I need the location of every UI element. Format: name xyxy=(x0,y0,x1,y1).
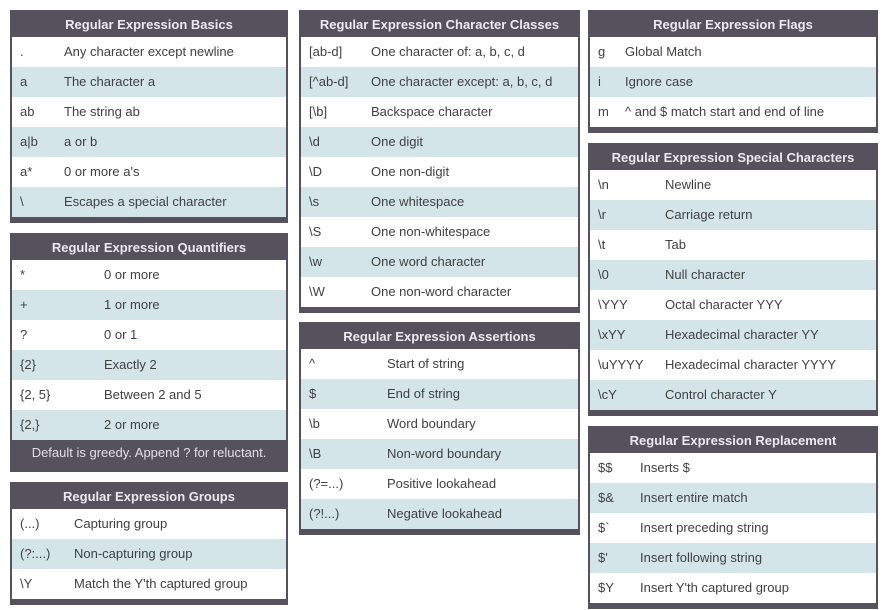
regex-code: \D xyxy=(309,164,322,179)
table-quantifiers-rows xyxy=(12,260,286,440)
regex-code: $ xyxy=(309,386,317,401)
regex-code: i xyxy=(598,74,601,89)
table-character-classes-title: Regular Expression Character Classes xyxy=(301,12,578,37)
table-character-classes-rows xyxy=(301,37,578,307)
table-row xyxy=(590,170,876,200)
table-row xyxy=(12,37,286,67)
regex-description: Insert following string xyxy=(640,550,763,565)
table-basics-title: Regular Expression Basics xyxy=(12,12,286,37)
regex-code: \YYY xyxy=(598,297,628,312)
regex-description: Exactly 2 xyxy=(104,357,157,372)
regex-code: $' xyxy=(598,550,608,565)
table-row xyxy=(301,469,578,499)
regex-code: \xYY xyxy=(598,327,626,342)
regex-description: Word boundary xyxy=(387,416,476,431)
regex-code: \s xyxy=(309,194,320,209)
table-row xyxy=(301,409,578,439)
regex-description: One non-whitespace xyxy=(371,224,491,239)
table-row xyxy=(301,349,578,379)
regex-description: Capturing group xyxy=(74,516,168,531)
regex-code: (?=...) xyxy=(309,476,344,491)
regex-code: \0 xyxy=(598,267,609,282)
regex-code: ? xyxy=(20,327,28,342)
regex-code: \ xyxy=(20,194,24,209)
table-quantifiers-footnote: Default is greedy. Append ? for reluctant. xyxy=(12,440,286,466)
table-groups xyxy=(10,482,288,605)
regex-code: \cY xyxy=(598,387,617,402)
regex-description: Negative lookahead xyxy=(387,506,502,521)
table-character-classes xyxy=(299,10,580,313)
table-quantifiers xyxy=(10,233,288,472)
table-groups-rows xyxy=(12,509,286,599)
regex-description: Ignore case xyxy=(625,74,693,89)
table-row xyxy=(12,380,286,410)
table-row xyxy=(12,539,286,569)
regex-description: One word character xyxy=(371,254,486,269)
table-row xyxy=(590,573,876,603)
regex-description: Any character except newline xyxy=(64,44,234,59)
table-row xyxy=(301,157,578,187)
regex-code: + xyxy=(20,297,28,312)
regex-description: Tab xyxy=(665,237,686,252)
regex-code: ab xyxy=(20,104,35,119)
regex-description: 1 or more xyxy=(104,297,160,312)
table-assertions-rows xyxy=(301,349,578,529)
regex-code: {2, 5} xyxy=(20,387,51,402)
regex-code: \t xyxy=(598,237,606,252)
table-row xyxy=(12,410,286,440)
regex-description: End of string xyxy=(387,386,460,401)
regex-description: One character of: a, b, c, d xyxy=(371,44,525,59)
table-row xyxy=(301,67,578,97)
regex-description: One whitespace xyxy=(371,194,465,209)
table-row xyxy=(12,67,286,97)
regex-description: Inserts $ xyxy=(640,460,690,475)
regex-code: $` xyxy=(598,520,610,535)
table-row xyxy=(12,260,286,290)
regex-code: $& xyxy=(598,490,614,505)
table-row xyxy=(12,350,286,380)
regex-code: a|b xyxy=(20,134,38,149)
regex-code: $$ xyxy=(598,460,613,475)
table-row xyxy=(12,127,286,157)
regex-description: Between 2 and 5 xyxy=(104,387,202,402)
table-row xyxy=(590,37,876,67)
table-flags-rows xyxy=(590,37,876,127)
regex-description: a or b xyxy=(64,134,98,149)
table-special-characters xyxy=(588,143,878,416)
regex-description: The string ab xyxy=(64,104,140,119)
table-replacement-rows xyxy=(590,453,876,603)
table-row xyxy=(590,320,876,350)
regex-description: Null character xyxy=(665,267,746,282)
regex-description: Hexadecimal character YY xyxy=(665,327,819,342)
regex-description: Carriage return xyxy=(665,207,753,222)
regex-description: Hexadecimal character YYYY xyxy=(665,357,837,372)
table-row xyxy=(590,513,876,543)
regex-code: \w xyxy=(309,254,322,269)
table-replacement xyxy=(588,426,878,609)
table-row xyxy=(590,290,876,320)
regex-description: Non-capturing group xyxy=(74,546,193,561)
regex-description: Insert preceding string xyxy=(640,520,769,535)
regex-description: Newline xyxy=(665,177,712,192)
table-row xyxy=(590,67,876,97)
regex-code: m xyxy=(598,104,609,119)
regex-code: {2,} xyxy=(20,417,40,432)
table-row xyxy=(301,127,578,157)
regex-code: \n xyxy=(598,177,609,192)
table-row xyxy=(301,97,578,127)
regex-code: (...) xyxy=(20,516,40,531)
table-row xyxy=(301,379,578,409)
table-row xyxy=(301,499,578,529)
table-row xyxy=(301,217,578,247)
regex-code: \uYYYY xyxy=(598,357,644,372)
regex-description: Positive lookahead xyxy=(387,476,497,491)
column-middle xyxy=(299,10,580,535)
table-row xyxy=(590,543,876,573)
table-row xyxy=(301,277,578,307)
regex-description: Escapes a special character xyxy=(64,194,227,209)
regex-description: Non-word boundary xyxy=(387,446,502,461)
table-basics xyxy=(10,10,288,223)
table-row xyxy=(301,187,578,217)
table-assertions-title: Regular Expression Assertions xyxy=(301,324,578,349)
regex-description: The character a xyxy=(64,74,156,89)
regex-code: $Y xyxy=(598,580,614,595)
table-row xyxy=(590,453,876,483)
table-row xyxy=(590,380,876,410)
table-basics-rows xyxy=(12,37,286,217)
regex-code: \d xyxy=(309,134,320,149)
regex-description: Insert Y'th captured group xyxy=(640,580,789,595)
table-row xyxy=(12,187,286,217)
regex-description: ^ and $ match start and end of line xyxy=(625,104,825,119)
table-row xyxy=(301,247,578,277)
regex-description: 2 or more xyxy=(104,417,160,432)
regex-code: \B xyxy=(309,446,322,461)
regex-code: (?!...) xyxy=(309,506,340,521)
regex-description: Start of string xyxy=(387,356,465,371)
table-assertions xyxy=(299,322,580,535)
table-row xyxy=(12,509,286,539)
regex-description: One digit xyxy=(371,134,424,149)
table-groups-title: Regular Expression Groups xyxy=(12,484,286,509)
regex-code: [\b] xyxy=(309,104,328,119)
table-special-characters-title: Regular Expression Special Characters xyxy=(590,145,876,170)
regex-code: a* xyxy=(20,164,33,179)
regex-description: Control character Y xyxy=(665,387,777,402)
table-flags xyxy=(588,10,878,133)
table-row xyxy=(590,260,876,290)
table-row xyxy=(590,200,876,230)
regex-description: One non-word character xyxy=(371,284,512,299)
regex-code: \S xyxy=(309,224,322,239)
table-replacement-title: Regular Expression Replacement xyxy=(590,428,876,453)
table-row xyxy=(12,290,286,320)
regex-code: ^ xyxy=(309,356,316,371)
regex-code: \Y xyxy=(20,576,33,591)
table-row xyxy=(301,37,578,67)
table-row xyxy=(590,350,876,380)
table-row xyxy=(590,230,876,260)
regex-description: 0 or more a's xyxy=(64,164,140,179)
regex-description: 0 or more xyxy=(104,267,160,282)
regex-code: {2} xyxy=(20,357,36,372)
regex-description: 0 or 1 xyxy=(104,327,138,342)
regex-code: [ab-d] xyxy=(309,44,343,59)
regex-code: \b xyxy=(309,416,320,431)
table-special-characters-rows xyxy=(590,170,876,410)
table-row xyxy=(590,483,876,513)
regex-description: Global Match xyxy=(625,44,702,59)
regex-code: \r xyxy=(598,207,606,222)
table-flags-title: Regular Expression Flags xyxy=(590,12,876,37)
regex-description: Backspace character xyxy=(371,104,493,119)
regex-code: [^ab-d] xyxy=(309,74,349,89)
table-row xyxy=(12,320,286,350)
regex-description: One non-digit xyxy=(371,164,450,179)
regex-code: a xyxy=(20,74,28,89)
regex-description: Insert entire match xyxy=(640,490,748,505)
table-row xyxy=(12,97,286,127)
table-row xyxy=(301,439,578,469)
column-right xyxy=(588,10,878,609)
regex-code: * xyxy=(20,267,26,282)
table-row xyxy=(12,569,286,599)
regex-code: g xyxy=(598,44,606,59)
column-left xyxy=(10,10,288,605)
regex-description: Octal character YYY xyxy=(665,297,783,312)
table-row xyxy=(590,97,876,127)
table-row xyxy=(12,157,286,187)
table-quantifiers-title: Regular Expression Quantifiers xyxy=(12,235,286,260)
regex-code: . xyxy=(20,44,24,59)
regex-code: \W xyxy=(309,284,325,299)
regex-description: One character except: a, b, c, d xyxy=(371,74,553,89)
regex-description: Match the Y'th captured group xyxy=(74,576,248,591)
regex-code: (?:...) xyxy=(20,546,51,561)
